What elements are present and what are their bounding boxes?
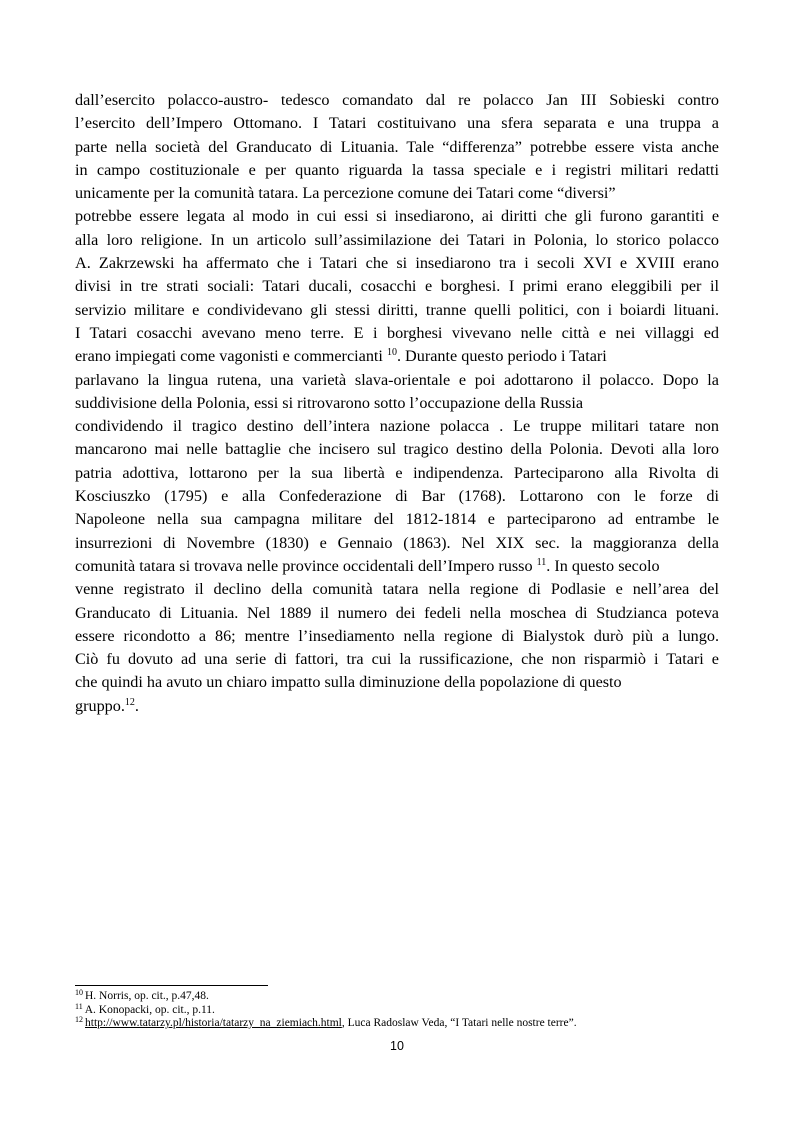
footnote-text: A. Konopacki, op. cit., p.11. xyxy=(84,1003,215,1016)
footnote-ref-10[interactable]: 10 xyxy=(386,347,397,359)
text-line: in campo costituzionale e per quanto riguarda la tassa speciale e i registri militari redatti xyxy=(75,160,719,179)
text-segment: erano impiegati come vagonisti e commercianti xyxy=(75,347,383,366)
footnote-link[interactable]: http://www.tatarzy.pl/historia/tatarzy_na_ziemiach.html xyxy=(85,1017,342,1030)
text-segment: . Durante questo periodo i Tatari xyxy=(396,347,607,366)
footnote-11 xyxy=(75,1001,719,1018)
text-line: I Tatari cosacchi avevano meno terre. E i borghesi vivevano nelle città e nei villaggi ed xyxy=(75,323,719,342)
text-line: venne registrato il declino della comunità tatara nella regione di Podlasie e nell’area del xyxy=(75,580,719,599)
footnote-10 xyxy=(75,990,719,1004)
text-line: dall’esercito polacco-austro- tedesco comandato dal re polacco Jan III Sobieski contro xyxy=(75,91,719,109)
text-segment: comunità tatara si trovava nelle province occidentali dell’Impero russo xyxy=(75,556,533,575)
text-line: Granducato di Lituania. Nel 1889 il numero dei fedeli nella moschea di Studzianca poteva xyxy=(75,603,719,622)
text-line: insurrezioni di Novembre (1830) e Gennaio (1863). Nel XIX sec. la maggioranza della xyxy=(75,533,719,552)
text-line: Ciò fu dovuto ad una serie di fattori, tra cui la russificazione, che non risparmiò i Tatari e xyxy=(75,650,719,669)
text-line: Kosciuszko (1795) e alla Confederazione di Bar (1768). Lottarono con le forze di xyxy=(75,487,719,506)
text-line: suddivisione della Polonia, essi si ritrovarono sotto l’occupazione della Russia xyxy=(75,393,584,412)
text-line: servizio militare e condividevano gli stessi diritti, tranne quelli politici, con i boiardi lituani. xyxy=(75,300,719,319)
text-line: potrebbe essere legata al modo in cui essi si insediarono, ai diritti che gli furono garantiti e xyxy=(75,207,719,226)
footnote-12 xyxy=(75,1017,719,1031)
footnote-text: H. Norris, op. cit., p.47,48. xyxy=(85,990,209,1002)
body-text xyxy=(75,89,719,718)
text-line: l’esercito dell’Impero Ottomano. I Tatari costituivano una sfera separata e una truppa a xyxy=(75,114,719,133)
text-line xyxy=(75,695,719,718)
text-line: essere ricondotto a 86; mentre l’insediamento nella regione di Bialystok durò più a lungo. xyxy=(75,626,719,645)
footnote-ref-11[interactable]: 11 xyxy=(536,556,547,568)
text-line: A. Zakrzewski ha affermato che i Tatari che si insediarono tra i secoli XVI e XVIII erano xyxy=(75,254,719,273)
footnote-separator xyxy=(75,985,268,986)
text-line: parte nella società del Granducato di Lituania. Tale “differenza” potrebbe essere vista anche xyxy=(75,137,719,156)
text-line: unicamente per la comunità tatara. La percezione comune dei Tatari come “diversi” xyxy=(75,184,616,203)
footnote-text: , Luca Radoslaw Veda, “I Tatari nelle nostre terre”. xyxy=(341,1017,577,1030)
text-line: condividendo il tragico destino dell’intera nazione polacca . Le truppe militari tatare non xyxy=(75,417,719,436)
footnote-number: 11 xyxy=(75,1001,83,1011)
footnote-number: 10 xyxy=(75,988,83,997)
text-line xyxy=(75,345,719,368)
text-segment: gruppo. xyxy=(75,696,125,715)
text-line: alla loro religione. In un articolo sull’assimilazione dei Tatari in Polonia, lo storico polacco xyxy=(75,230,719,249)
footnotes xyxy=(75,990,719,1031)
text-line xyxy=(75,555,719,578)
text-line: Napoleone nella sua campagna militare del 1812-1814 e parteciparono ad entrambe le xyxy=(75,510,719,529)
footnote-number: 12 xyxy=(75,1015,83,1025)
text-line: mancarono mai nelle battaglie che incisero sul tragico destino della Polonia. Devoti alla loro xyxy=(75,440,719,459)
text-line: parlavano la lingua rutena, una varietà slava-orientale e poi adottarono il polacco. Dopo la xyxy=(75,370,719,389)
text-segment: . In questo secolo xyxy=(546,556,660,575)
text-line: patria adottiva, lottarono per la sua libertà e indipendenza. Parteciparono alla Rivolta di xyxy=(75,463,719,482)
text-line: divisi in tre strati sociali: Tatari ducali, cosacchi e borghesi. I primi erano eleggibili per il xyxy=(75,277,719,296)
page-number: 10 xyxy=(390,1039,404,1053)
footnote-ref-12[interactable]: 12 xyxy=(124,696,135,708)
text-segment: . xyxy=(134,696,139,715)
text-line: che quindi ha avuto un chiaro impatto sulla diminuzione della popolazione di questo xyxy=(75,673,622,692)
